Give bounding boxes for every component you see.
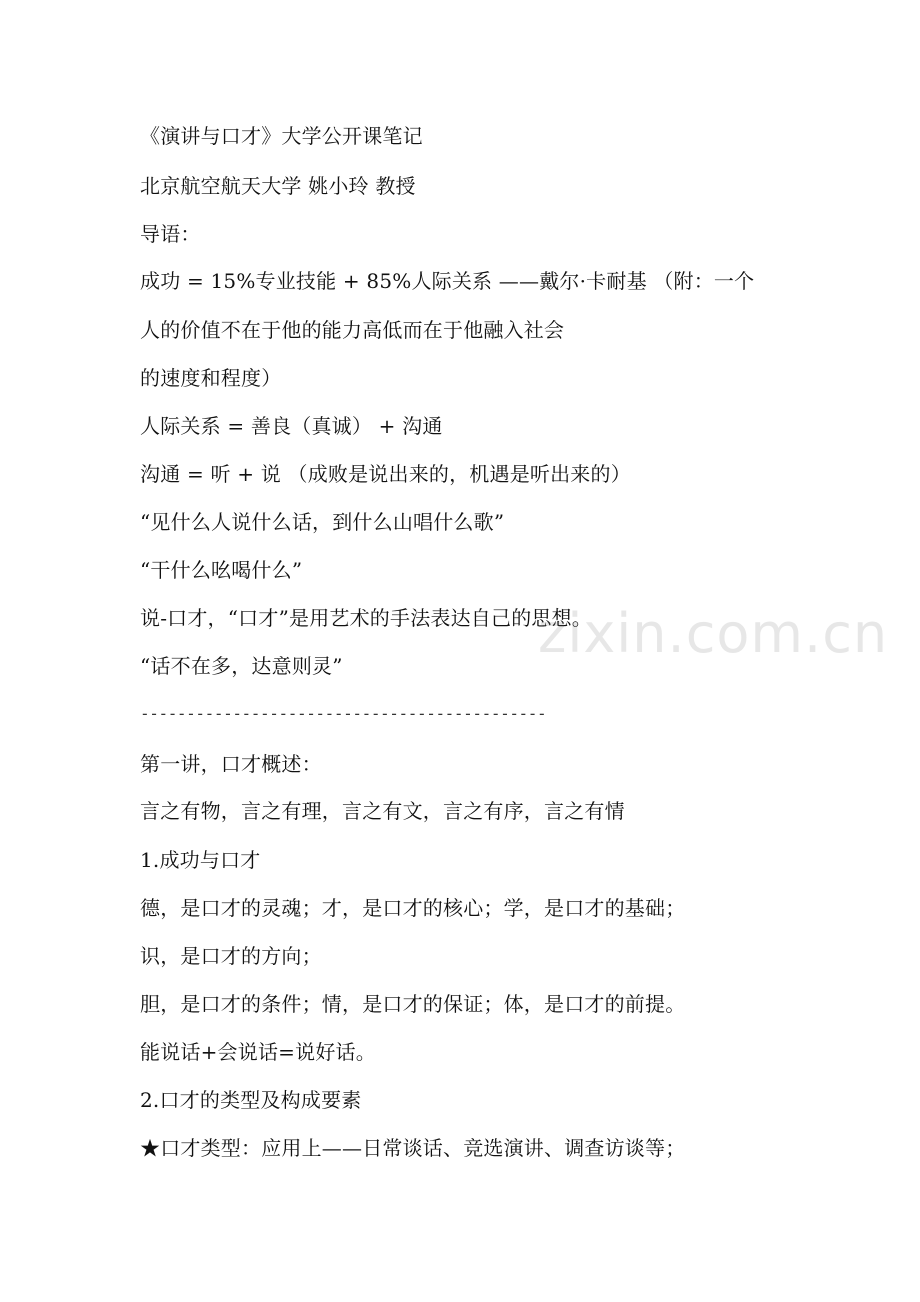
text-line: 能说话+会说话=说好话。 bbox=[140, 1040, 376, 1064]
text-line: 言之有物，言之有理，言之有文，言之有序，言之有情 bbox=[140, 799, 625, 823]
text-line: 胆，是口才的条件；情，是口才的保证；体，是口才的前提。 bbox=[140, 992, 686, 1016]
intro-heading: 导语： bbox=[140, 222, 201, 246]
text-line: ★口才类型：应用上——日常谈话、竞选演讲、调查访谈等； bbox=[140, 1136, 686, 1160]
text-line: 识，是口才的方向； bbox=[140, 944, 322, 968]
text-line: 人的价值不在于他的能力高低而在于他融入社会 bbox=[140, 318, 565, 342]
text-line: 成功 = 15%专业技能 + 85%人际关系 ——戴尔·卡耐基 （附：一个 bbox=[140, 269, 755, 293]
section-heading: 第一讲，口才概述： bbox=[140, 752, 322, 776]
text-line: 德，是口才的灵魂；才，是口才的核心；学，是口才的基础； bbox=[140, 896, 686, 920]
watermark: zixin.com.cn bbox=[538, 602, 889, 665]
quote-line: “见什么人说什么话，到什么山唱什么歌” bbox=[140, 510, 505, 534]
author-line: 北京航空航天大学 姚小玲 教授 bbox=[140, 174, 416, 198]
quote-line: “话不在多，达意则灵” bbox=[140, 654, 343, 678]
text-line: 说-口才，“口才”是用艺术的手法表达自己的思想。 bbox=[140, 606, 593, 630]
subsection-heading: 1.成功与口才 bbox=[140, 848, 261, 872]
section-divider: -------------------------------------------- bbox=[140, 704, 547, 723]
text-line: 人际关系 = 善良（真诚） + 沟通 bbox=[140, 414, 443, 438]
quote-line: “干什么吆喝什么” bbox=[140, 558, 303, 582]
text-line: 的速度和程度） bbox=[140, 366, 282, 390]
subsection-heading: 2.口才的类型及构成要素 bbox=[140, 1088, 362, 1112]
document-title: 《演讲与口才》大学公开课笔记 bbox=[140, 124, 423, 148]
text-line: 沟通 = 听 + 说 （成败是说出来的，机遇是听出来的） bbox=[140, 462, 631, 486]
